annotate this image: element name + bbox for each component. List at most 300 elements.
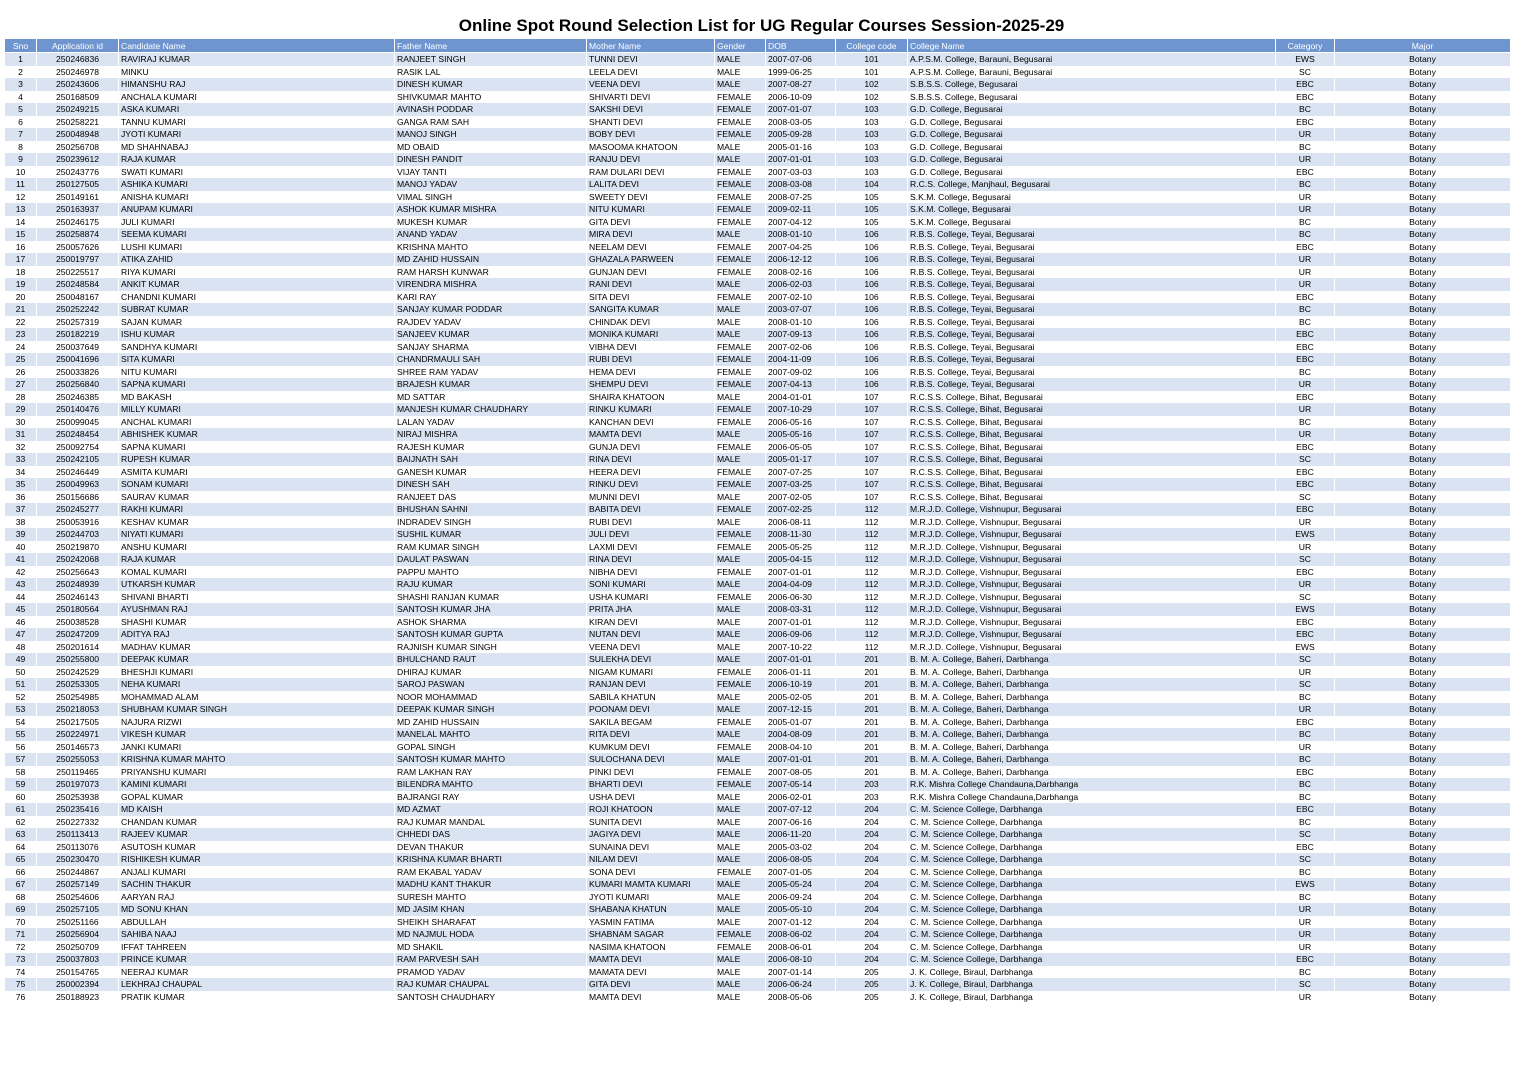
cell-category: UR <box>1276 903 1335 916</box>
cell-category: EBC <box>1276 91 1335 104</box>
cell-gender: MALE <box>715 303 766 316</box>
cell-sno: 9 <box>5 153 37 166</box>
cell-major: Botany <box>1335 603 1511 616</box>
cell-application-id: 250246385 <box>37 391 119 404</box>
cell-major: Botany <box>1335 978 1511 991</box>
cell-gender: FEMALE <box>715 416 766 429</box>
table-row <box>5 291 1511 304</box>
cell-college-name: C. M. Science College, Darbhanga <box>908 816 1276 829</box>
cell-mother-name: RANJU DEVI <box>587 153 715 166</box>
cell-mother-name: LAXMI DEVI <box>587 541 715 554</box>
cell-college-code: 201 <box>836 678 908 691</box>
cell-college-name: B. M. A. College, Baheri, Darbhanga <box>908 678 1276 691</box>
cell-candidate-name: ISHU KUMAR <box>119 328 395 341</box>
cell-mother-name: MAMTA DEVI <box>587 428 715 441</box>
cell-gender: FEMALE <box>715 403 766 416</box>
cell-gender: MALE <box>715 578 766 591</box>
cell-dob: 2007-05-14 <box>766 778 836 791</box>
cell-sno: 10 <box>5 166 37 179</box>
cell-dob: 2007-08-05 <box>766 766 836 779</box>
column-header-category: Category <box>1276 39 1335 53</box>
cell-mother-name: SUNITA DEVI <box>587 816 715 829</box>
table-row <box>5 678 1511 691</box>
cell-major: Botany <box>1335 428 1511 441</box>
cell-college-name: B. M. A. College, Baheri, Darbhanga <box>908 741 1276 754</box>
table-row <box>5 403 1511 416</box>
cell-application-id: 250258874 <box>37 228 119 241</box>
cell-college-code: 205 <box>836 991 908 1004</box>
header-row <box>5 39 1511 53</box>
cell-college-code: 112 <box>836 566 908 579</box>
cell-sno: 30 <box>5 416 37 429</box>
cell-gender: FEMALE <box>715 103 766 116</box>
cell-major: Botany <box>1335 53 1511 66</box>
cell-college-name: R.C.S.S. College, Bihat, Begusarai <box>908 416 1276 429</box>
cell-gender: FEMALE <box>715 91 766 104</box>
cell-category: EBC <box>1276 503 1335 516</box>
cell-sno: 49 <box>5 653 37 666</box>
cell-college-name: R.B.S. College, Teyai, Begusarai <box>908 253 1276 266</box>
cell-major: Botany <box>1335 578 1511 591</box>
cell-mother-name: BHARTI DEVI <box>587 778 715 791</box>
cell-father-name: INDRADEV SINGH <box>395 516 587 529</box>
table-row <box>5 141 1511 154</box>
cell-sno: 23 <box>5 328 37 341</box>
table-row <box>5 841 1511 854</box>
cell-major: Botany <box>1335 541 1511 554</box>
table-row <box>5 491 1511 504</box>
cell-dob: 2007-12-15 <box>766 703 836 716</box>
cell-category: EWS <box>1276 641 1335 654</box>
cell-college-name: R.C.S.S. College, Bihat, Begusarai <box>908 491 1276 504</box>
cell-application-id: 250163937 <box>37 203 119 216</box>
cell-category: BC <box>1276 966 1335 979</box>
cell-father-name: KRISHNA MAHTO <box>395 241 587 254</box>
cell-sno: 28 <box>5 391 37 404</box>
cell-application-id: 250235416 <box>37 803 119 816</box>
cell-dob: 2007-07-12 <box>766 803 836 816</box>
cell-application-id: 250217505 <box>37 716 119 729</box>
cell-mother-name: GHAZALA PARWEEN <box>587 253 715 266</box>
cell-sno: 55 <box>5 728 37 741</box>
cell-mother-name: MASOOMA KHATOON <box>587 141 715 154</box>
column-header-gender: Gender <box>715 39 766 53</box>
cell-major: Botany <box>1335 91 1511 104</box>
cell-college-code: 105 <box>836 216 908 229</box>
cell-gender: MALE <box>715 603 766 616</box>
cell-candidate-name: NITU KUMARI <box>119 366 395 379</box>
table-row <box>5 603 1511 616</box>
cell-candidate-name: MD SONU KHAN <box>119 903 395 916</box>
table-row <box>5 753 1511 766</box>
cell-candidate-name: SANDHYA KUMARI <box>119 341 395 354</box>
cell-category: BC <box>1276 228 1335 241</box>
cell-sno: 5 <box>5 103 37 116</box>
cell-dob: 2005-05-25 <box>766 541 836 554</box>
cell-sno: 76 <box>5 991 37 1004</box>
cell-major: Botany <box>1335 816 1511 829</box>
table-row <box>5 778 1511 791</box>
cell-dob: 2007-01-01 <box>766 616 836 629</box>
cell-candidate-name: SHUBHAM KUMAR SINGH <box>119 703 395 716</box>
cell-category: UR <box>1276 266 1335 279</box>
cell-college-name: M.R.J.D. College, Vishnupur, Begusarai <box>908 591 1276 604</box>
cell-gender: MALE <box>715 628 766 641</box>
cell-category: SC <box>1276 491 1335 504</box>
cell-father-name: ASHOK SHARMA <box>395 616 587 629</box>
cell-application-id: 250253305 <box>37 678 119 691</box>
cell-gender: FEMALE <box>715 166 766 179</box>
cell-gender: MALE <box>715 53 766 66</box>
cell-major: Botany <box>1335 753 1511 766</box>
cell-college-code: 106 <box>836 303 908 316</box>
cell-application-id: 250251166 <box>37 916 119 929</box>
cell-college-code: 204 <box>836 841 908 854</box>
cell-college-name: C. M. Science College, Darbhanga <box>908 853 1276 866</box>
cell-college-name: G.D. College, Begusarai <box>908 141 1276 154</box>
cell-candidate-name: DEEPAK KUMAR <box>119 653 395 666</box>
cell-category: EBC <box>1276 353 1335 366</box>
cell-father-name: RAM KUMAR SINGH <box>395 541 587 554</box>
cell-sno: 44 <box>5 591 37 604</box>
table-row <box>5 741 1511 754</box>
cell-college-code: 204 <box>836 828 908 841</box>
cell-category: EBC <box>1276 341 1335 354</box>
cell-college-code: 103 <box>836 103 908 116</box>
cell-college-name: C. M. Science College, Darbhanga <box>908 828 1276 841</box>
cell-candidate-name: KESHAV KUMAR <box>119 516 395 529</box>
cell-college-code: 201 <box>836 703 908 716</box>
cell-mother-name: VEENA DEVI <box>587 641 715 654</box>
cell-college-code: 107 <box>836 478 908 491</box>
cell-college-name: B. M. A. College, Baheri, Darbhanga <box>908 728 1276 741</box>
cell-category: UR <box>1276 153 1335 166</box>
cell-college-code: 106 <box>836 378 908 391</box>
cell-application-id: 250243776 <box>37 166 119 179</box>
cell-dob: 2007-02-06 <box>766 341 836 354</box>
cell-college-name: C. M. Science College, Darbhanga <box>908 891 1276 904</box>
cell-application-id: 250037803 <box>37 953 119 966</box>
cell-college-name: J. K. College, Biraul, Darbhanga <box>908 978 1276 991</box>
cell-application-id: 250245277 <box>37 503 119 516</box>
cell-college-name: M.R.J.D. College, Vishnupur, Begusarai <box>908 578 1276 591</box>
cell-father-name: BAIJNATH SAH <box>395 453 587 466</box>
cell-mother-name: MIRA DEVI <box>587 228 715 241</box>
cell-father-name: AVINASH PODDAR <box>395 103 587 116</box>
cell-dob: 2007-04-12 <box>766 216 836 229</box>
cell-college-name: R.B.S. College, Teyai, Begusarai <box>908 278 1276 291</box>
cell-application-id: 250246449 <box>37 466 119 479</box>
table-row <box>5 866 1511 879</box>
cell-college-code: 201 <box>836 753 908 766</box>
cell-candidate-name: SACHIN THAKUR <box>119 878 395 891</box>
cell-college-code: 107 <box>836 391 908 404</box>
cell-dob: 2006-02-03 <box>766 278 836 291</box>
cell-college-name: R.C.S.S. College, Bihat, Begusarai <box>908 478 1276 491</box>
cell-gender: MALE <box>715 991 766 1004</box>
cell-mother-name: SHANTI DEVI <box>587 116 715 129</box>
cell-college-code: 201 <box>836 716 908 729</box>
cell-mother-name: SHABNAM SAGAR <box>587 928 715 941</box>
table-row <box>5 628 1511 641</box>
cell-application-id: 250239612 <box>37 153 119 166</box>
cell-category: UR <box>1276 191 1335 204</box>
cell-candidate-name: NAJURA RIZWI <box>119 716 395 729</box>
table-row <box>5 641 1511 654</box>
cell-college-code: 112 <box>836 603 908 616</box>
table-row <box>5 66 1511 79</box>
cell-major: Botany <box>1335 916 1511 929</box>
cell-dob: 2004-11-09 <box>766 353 836 366</box>
cell-category: EWS <box>1276 603 1335 616</box>
cell-gender: MALE <box>715 278 766 291</box>
cell-candidate-name: SUBRAT KUMAR <box>119 303 395 316</box>
cell-college-name: S.B.S.S. College, Begusarai <box>908 91 1276 104</box>
cell-father-name: MD AZMAT <box>395 803 587 816</box>
cell-sno: 42 <box>5 566 37 579</box>
cell-application-id: 250168509 <box>37 91 119 104</box>
cell-dob: 2005-05-24 <box>766 878 836 891</box>
cell-application-id: 250053916 <box>37 516 119 529</box>
cell-candidate-name: MD KAISH <box>119 803 395 816</box>
cell-college-name: M.R.J.D. College, Vishnupur, Begusarai <box>908 628 1276 641</box>
cell-category: EBC <box>1276 78 1335 91</box>
cell-college-name: G.D. College, Begusarai <box>908 128 1276 141</box>
table-row <box>5 216 1511 229</box>
cell-sno: 36 <box>5 491 37 504</box>
cell-category: EBC <box>1276 328 1335 341</box>
cell-category: UR <box>1276 703 1335 716</box>
table-row <box>5 253 1511 266</box>
cell-major: Botany <box>1335 216 1511 229</box>
cell-candidate-name: PRIYANSHU KUMARI <box>119 766 395 779</box>
table-row <box>5 178 1511 191</box>
cell-candidate-name: ATIKA ZAHID <box>119 253 395 266</box>
cell-major: Botany <box>1335 791 1511 804</box>
cell-category: EBC <box>1276 291 1335 304</box>
cell-father-name: KARI RAY <box>395 291 587 304</box>
cell-college-code: 106 <box>836 228 908 241</box>
cell-sno: 20 <box>5 291 37 304</box>
column-header-mother-name: Mother Name <box>587 39 715 53</box>
cell-college-code: 106 <box>836 316 908 329</box>
cell-dob: 2007-04-25 <box>766 241 836 254</box>
cell-dob: 2005-02-05 <box>766 691 836 704</box>
cell-candidate-name: CHANDNI KUMARI <box>119 291 395 304</box>
cell-dob: 2008-06-01 <box>766 941 836 954</box>
table-row <box>5 241 1511 254</box>
cell-sno: 75 <box>5 978 37 991</box>
cell-major: Botany <box>1335 266 1511 279</box>
cell-application-id: 250257319 <box>37 316 119 329</box>
table-row <box>5 928 1511 941</box>
cell-category: EWS <box>1276 878 1335 891</box>
cell-college-code: 103 <box>836 153 908 166</box>
cell-father-name: SHASHI RANJAN KUMAR <box>395 591 587 604</box>
cell-dob: 2003-07-07 <box>766 303 836 316</box>
cell-application-id: 250246175 <box>37 216 119 229</box>
table-row <box>5 78 1511 91</box>
cell-college-name: R.B.S. College, Teyai, Begusarai <box>908 341 1276 354</box>
cell-mother-name: NILAM DEVI <box>587 853 715 866</box>
cell-mother-name: MAMATA DEVI <box>587 966 715 979</box>
cell-sno: 33 <box>5 453 37 466</box>
cell-category: EBC <box>1276 628 1335 641</box>
cell-college-name: C. M. Science College, Darbhanga <box>908 953 1276 966</box>
cell-gender: FEMALE <box>715 566 766 579</box>
cell-father-name: MD SATTAR <box>395 391 587 404</box>
cell-college-name: M.R.J.D. College, Vishnupur, Begusarai <box>908 566 1276 579</box>
table-row <box>5 953 1511 966</box>
cell-gender: FEMALE <box>715 666 766 679</box>
cell-candidate-name: MD SHAHNABAJ <box>119 141 395 154</box>
cell-gender: FEMALE <box>715 266 766 279</box>
cell-gender: FEMALE <box>715 741 766 754</box>
cell-candidate-name: SAPNA KUMARI <box>119 441 395 454</box>
cell-application-id: 250230470 <box>37 853 119 866</box>
cell-sno: 72 <box>5 941 37 954</box>
cell-major: Botany <box>1335 966 1511 979</box>
table-row <box>5 891 1511 904</box>
cell-candidate-name: RAVIRAJ KUMAR <box>119 53 395 66</box>
cell-major: Botany <box>1335 628 1511 641</box>
cell-major: Botany <box>1335 566 1511 579</box>
cell-college-code: 105 <box>836 203 908 216</box>
cell-candidate-name: GOPAL KUMAR <box>119 791 395 804</box>
table-row <box>5 453 1511 466</box>
cell-mother-name: USHA DEVI <box>587 791 715 804</box>
cell-mother-name: BOBY DEVI <box>587 128 715 141</box>
cell-gender: FEMALE <box>715 716 766 729</box>
cell-major: Botany <box>1335 178 1511 191</box>
cell-gender: MALE <box>715 228 766 241</box>
cell-mother-name: RITA DEVI <box>587 728 715 741</box>
cell-dob: 2006-06-24 <box>766 978 836 991</box>
cell-gender: FEMALE <box>715 191 766 204</box>
cell-candidate-name: ANCHAL KUMARI <box>119 416 395 429</box>
cell-college-name: B. M. A. College, Baheri, Darbhanga <box>908 666 1276 679</box>
cell-sno: 25 <box>5 353 37 366</box>
cell-college-name: M.R.J.D. College, Vishnupur, Begusarai <box>908 503 1276 516</box>
cell-category: SC <box>1276 828 1335 841</box>
cell-college-code: 101 <box>836 53 908 66</box>
cell-major: Botany <box>1335 678 1511 691</box>
table-row <box>5 553 1511 566</box>
cell-gender: FEMALE <box>715 128 766 141</box>
cell-mother-name: NUTAN DEVI <box>587 628 715 641</box>
table-row <box>5 91 1511 104</box>
cell-candidate-name: JYOTI KUMARI <box>119 128 395 141</box>
cell-sno: 41 <box>5 553 37 566</box>
cell-father-name: RAJ KUMAR MANDAL <box>395 816 587 829</box>
cell-gender: FEMALE <box>715 866 766 879</box>
cell-application-id: 250227332 <box>37 816 119 829</box>
cell-father-name: VIRENDRA MISHRA <box>395 278 587 291</box>
table-row <box>5 503 1511 516</box>
cell-major: Botany <box>1335 891 1511 904</box>
cell-application-id: 250038528 <box>37 616 119 629</box>
column-header-dob: DOB <box>766 39 836 53</box>
cell-candidate-name: ANCHALA KUMARI <box>119 91 395 104</box>
cell-father-name: DINESH PANDIT <box>395 153 587 166</box>
cell-candidate-name: TANNU KUMARI <box>119 116 395 129</box>
cell-category: EBC <box>1276 166 1335 179</box>
cell-category: SC <box>1276 591 1335 604</box>
cell-major: Botany <box>1335 116 1511 129</box>
cell-college-name: B. M. A. College, Baheri, Darbhanga <box>908 753 1276 766</box>
cell-college-name: R.C.S.S. College, Bihat, Begusarai <box>908 391 1276 404</box>
cell-father-name: LALAN YADAV <box>395 416 587 429</box>
cell-father-name: DHIRAJ KUMAR <box>395 666 587 679</box>
cell-college-name: R.B.S. College, Teyai, Begusarai <box>908 366 1276 379</box>
cell-mother-name: RINA DEVI <box>587 453 715 466</box>
cell-father-name: MD NAJMUL HODA <box>395 928 587 941</box>
cell-category: UR <box>1276 428 1335 441</box>
table-row <box>5 228 1511 241</box>
cell-mother-name: MONIKA KUMARI <box>587 328 715 341</box>
cell-category: EWS <box>1276 528 1335 541</box>
cell-sno: 39 <box>5 528 37 541</box>
cell-gender: FEMALE <box>715 203 766 216</box>
cell-category: BC <box>1276 866 1335 879</box>
cell-major: Botany <box>1335 666 1511 679</box>
cell-college-name: R.C.S.S. College, Bihat, Begusarai <box>908 441 1276 454</box>
cell-major: Botany <box>1335 591 1511 604</box>
cell-sno: 3 <box>5 78 37 91</box>
cell-gender: MALE <box>715 391 766 404</box>
table-header <box>5 39 1511 53</box>
cell-category: BC <box>1276 316 1335 329</box>
cell-candidate-name: ANJALI KUMARI <box>119 866 395 879</box>
cell-father-name: BRAJESH KUMAR <box>395 378 587 391</box>
cell-college-name: B. M. A. College, Baheri, Darbhanga <box>908 691 1276 704</box>
cell-college-code: 104 <box>836 178 908 191</box>
cell-college-code: 107 <box>836 453 908 466</box>
cell-candidate-name: NIYATI KUMARI <box>119 528 395 541</box>
cell-father-name: CHHEDI DAS <box>395 828 587 841</box>
cell-gender: MALE <box>715 153 766 166</box>
cell-father-name: GANESH KUMAR <box>395 466 587 479</box>
cell-category: UR <box>1276 941 1335 954</box>
cell-mother-name: RINA DEVI <box>587 553 715 566</box>
cell-dob: 2008-01-10 <box>766 316 836 329</box>
cell-sno: 12 <box>5 191 37 204</box>
table-row <box>5 991 1511 1004</box>
cell-dob: 2007-02-10 <box>766 291 836 304</box>
cell-college-name: M.R.J.D. College, Vishnupur, Begusarai <box>908 553 1276 566</box>
cell-gender: MALE <box>715 491 766 504</box>
cell-category: SC <box>1276 66 1335 79</box>
cell-mother-name: USHA KUMARI <box>587 591 715 604</box>
cell-category: EBC <box>1276 803 1335 816</box>
cell-gender: MALE <box>715 66 766 79</box>
cell-mother-name: MAMTA DEVI <box>587 991 715 1004</box>
cell-sno: 57 <box>5 753 37 766</box>
cell-father-name: VIJAY TANTI <box>395 166 587 179</box>
cell-gender: FEMALE <box>715 528 766 541</box>
cell-college-code: 112 <box>836 616 908 629</box>
cell-college-code: 204 <box>836 941 908 954</box>
cell-candidate-name: ADITYA RAJ <box>119 628 395 641</box>
cell-gender: MALE <box>715 978 766 991</box>
cell-major: Botany <box>1335 353 1511 366</box>
cell-sno: 21 <box>5 303 37 316</box>
cell-application-id: 250113076 <box>37 841 119 854</box>
table-row <box>5 278 1511 291</box>
cell-mother-name: JYOTI KUMARI <box>587 891 715 904</box>
cell-major: Botany <box>1335 141 1511 154</box>
cell-sno: 35 <box>5 478 37 491</box>
